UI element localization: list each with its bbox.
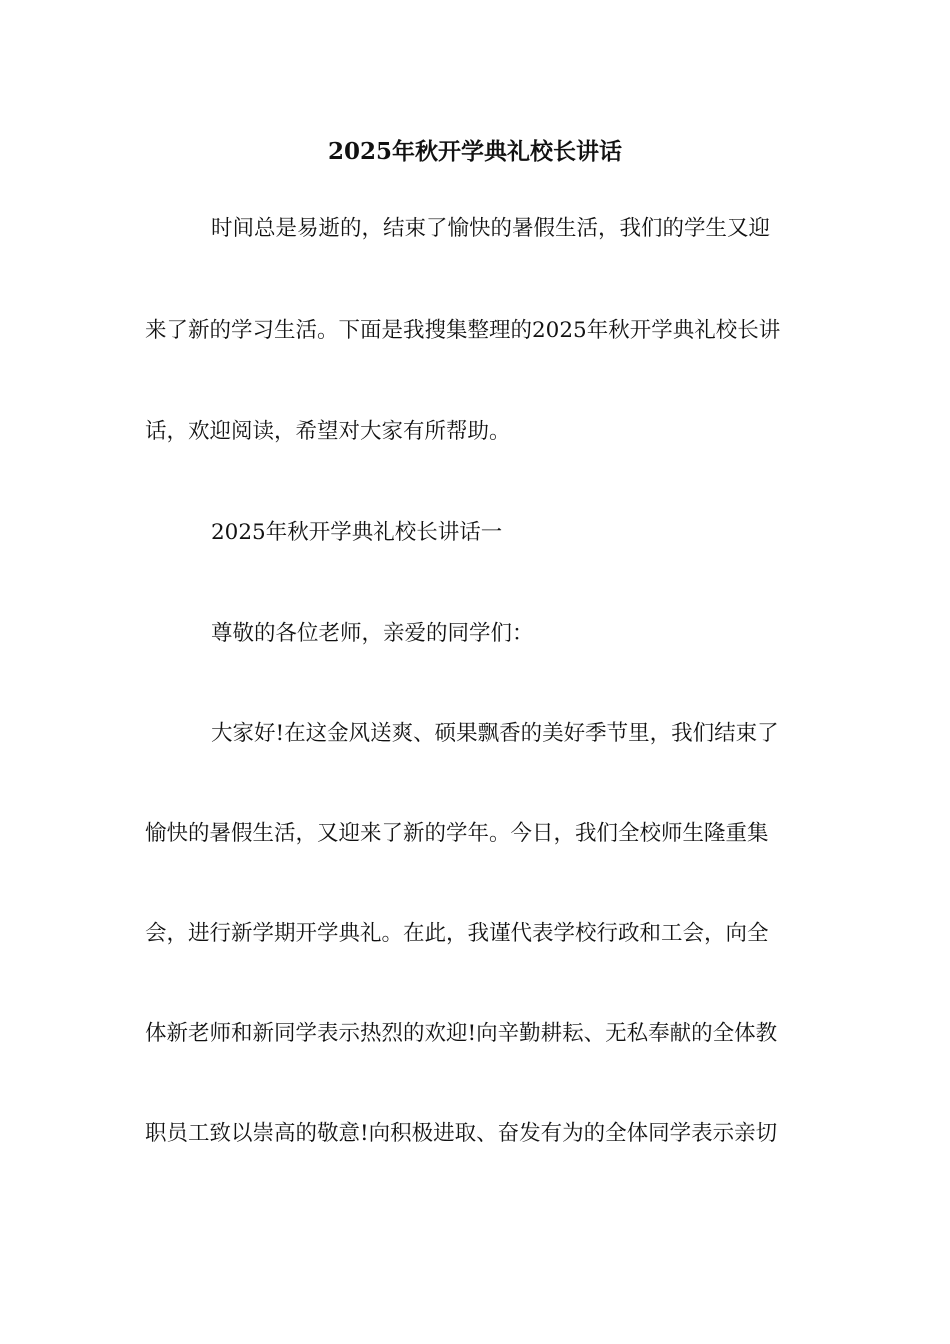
section-heading: 2025年秋开学典礼校长讲话一 bbox=[211, 520, 503, 545]
paragraph-line: 愉快的暑假生活，又迎来了新的学年。今日，我们全校师生隆重集 bbox=[145, 821, 769, 846]
paragraph-line: 来了新的学习生活。下面是我搜集整理的2025年秋开学典礼校长讲 bbox=[145, 318, 781, 343]
salutation-line: 尊敬的各位老师，亲爱的同学们： bbox=[211, 621, 534, 646]
paragraph-line: 体新老师和新同学表示热烈的欢迎!向辛勤耕耘、无私奉献的全体教 bbox=[145, 1021, 778, 1046]
paragraph-line: 大家好!在这金风送爽、硕果飘香的美好季节里，我们结束了 bbox=[211, 721, 779, 746]
paragraph-line: 会，进行新学期开学典礼。在此，我谨代表学校行政和工会，向全 bbox=[145, 921, 769, 946]
document-title: 2025年秋开学典礼校长讲话 bbox=[327, 138, 622, 165]
paragraph-line: 话，欢迎阅读，希望对大家有所帮助。 bbox=[145, 419, 511, 444]
paragraph-line: 职员工致以崇高的敬意!向积极进取、奋发有为的全体同学表示亲切 bbox=[145, 1121, 778, 1146]
paragraph-line: 时间总是易逝的，结束了愉快的暑假生活，我们的学生又迎 bbox=[211, 216, 771, 241]
